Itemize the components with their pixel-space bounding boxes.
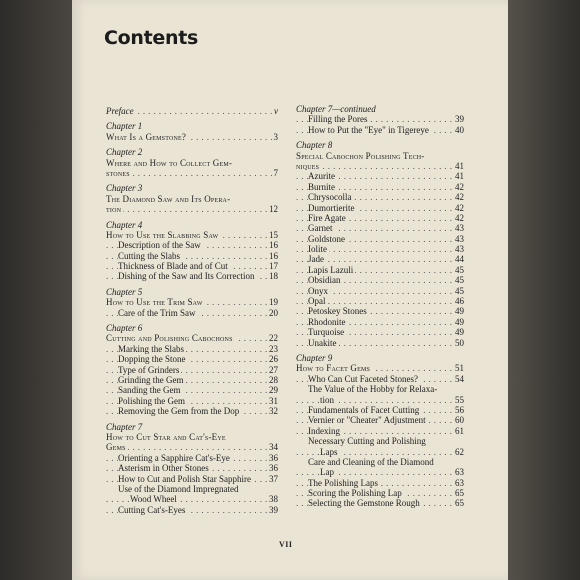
toc-entry-title: . . . Asterism in Other Stones (118, 463, 209, 474)
toc-entry (296, 254, 464, 264)
toc-entry-page: 22 (269, 333, 278, 344)
toc-entry (296, 405, 464, 415)
toc-entry-title: . . . Unakite (308, 337, 337, 348)
toc-entry-page: 34 (269, 442, 278, 453)
toc-entry-title: Chapter 9 (296, 352, 333, 363)
toc-entry-page: 17 (269, 261, 278, 272)
toc-entry (106, 230, 278, 240)
toc-entry-page: 27 (269, 364, 278, 375)
toc-entry (106, 453, 278, 463)
toc-entry-title: . . . What Is a Gemstone? (106, 131, 187, 142)
toc-entry-page: 43 (455, 244, 464, 255)
toc-entry-title: . . . Wood Wheel (130, 494, 177, 505)
toc-entry (296, 151, 464, 161)
toc-entry-page: 63 (455, 477, 464, 488)
toc-entry-title: Where and How to Collect Gem- (106, 157, 233, 168)
toc-entry-title: The Diamond Saw and Its Opera- (106, 193, 231, 204)
toc-entry (106, 484, 278, 494)
toc-entry (296, 306, 464, 316)
toc-entry-title: . . . Azurite (308, 171, 335, 182)
toc-entry (296, 478, 464, 488)
toc-entry-page: 65 (455, 488, 464, 499)
toc-entry (106, 375, 278, 385)
toc-entry-page: 49 (455, 327, 464, 338)
toc-entry (296, 114, 464, 124)
toc-entry-page: v (274, 106, 278, 116)
toc-entry-page: 44 (455, 254, 464, 265)
toc-entry-page: 65 (455, 498, 464, 509)
toc-entry-title: How to Cut Star and Cat's-Eye (106, 431, 226, 442)
toc-entry-title: . . . Dopping the Stone (118, 354, 186, 365)
toc-entry-page: 39 (455, 114, 464, 125)
toc-entry-title: . . . Obsidian (308, 275, 341, 286)
toc-entry-title: . . . The Polishing Laps (308, 477, 378, 488)
toc-entry-title: . . . Dishing of the Saw and Its Correction (118, 271, 255, 282)
toc-entry-title: . . . Care of the Trim Saw (118, 307, 196, 318)
toc-entry-title: . . . Filling the Pores (308, 114, 368, 125)
toc-entry-title: Use of the Diamond Impregnated (118, 483, 239, 494)
toc-entry (106, 323, 278, 333)
toc-entry-page: 39 (269, 504, 278, 515)
toc-entry-title: Chapter 7 (106, 421, 143, 432)
toc-entry-title: Chapter 5 (106, 286, 143, 297)
toc-entry-title: Chapter 8 (296, 140, 333, 151)
toc-entry (296, 296, 464, 306)
toc-entry-page: 36 (269, 463, 278, 474)
toc-entry-page: 42 (455, 192, 464, 203)
toc-entry (106, 261, 278, 271)
toc-entry (106, 354, 278, 364)
book-edge-left (0, 0, 72, 580)
toc-entry-title: . . . Preface (106, 106, 134, 116)
toc-entry-title: . . . Fundamentals of Facet Cutting (308, 404, 420, 415)
toc-entry (296, 395, 464, 405)
toc-entry (296, 171, 464, 181)
toc-entry (106, 168, 278, 178)
toc-entry-title: . . . Cutting and Polishing Cabochons (106, 333, 233, 344)
toc-entry-page: 45 (455, 275, 464, 286)
toc-entry-title: . . . Gems (106, 442, 126, 453)
toc-entry (296, 317, 464, 327)
toc-entry-title: Chapter 2 (106, 147, 143, 158)
toc-entry-title: Special Cabochon Polishing Tech- (296, 150, 425, 161)
toc-entry-page: 3 (273, 131, 278, 142)
toc-entry-page: 15 (269, 229, 278, 240)
toc-entry (106, 204, 278, 214)
toc-entry (296, 327, 464, 337)
toc-entry (296, 140, 464, 150)
toc-entry-title: . . . Orienting a Sapphire Cat's-Eye (118, 452, 230, 463)
toc-entry-page: 42 (455, 181, 464, 192)
toc-entry (296, 374, 464, 384)
toc-entry-title: . . . Vernier or "Cheater" Adjustment (308, 415, 426, 426)
toc-entry-page: 60 (455, 415, 464, 426)
toc-entry (296, 384, 464, 394)
toc-entry (296, 426, 464, 436)
toc-entry-title: . . . Type of Grinders (118, 364, 180, 375)
toc-entry-title: The Value of the Hobby for Relaxa- (308, 384, 438, 395)
toc-entry (296, 223, 464, 233)
toc-entry-title: . . . Selecting the Gemstone Rough (308, 498, 420, 509)
toc-entry-page: 40 (455, 124, 464, 135)
book-edge-right (508, 0, 580, 580)
toc-entry (296, 457, 464, 467)
toc-entry-page: 43 (455, 233, 464, 244)
toc-entry-title: . . . Scoring the Polishing Lap (308, 488, 402, 499)
toc-entry-page: 49 (455, 316, 464, 327)
toc-entry-title: . . . Burnite (308, 181, 335, 192)
toc-entry (106, 432, 278, 442)
toc-entry-title: . . . Thickness of Blade and of Cut (118, 261, 228, 272)
toc-entry-page: 23 (269, 343, 278, 354)
toc-entry (106, 385, 278, 395)
toc-entry (296, 203, 464, 213)
toc-entry-title: Chapter 3 (106, 183, 143, 194)
toc-entry-page: 43 (455, 223, 464, 234)
toc-entry-page: 45 (455, 264, 464, 275)
toc-entry-page: 50 (455, 337, 464, 348)
toc-entry-title: . . . How to Cut and Polish Star Sapphire (118, 473, 251, 484)
toc-entry (296, 213, 464, 223)
toc-entry-title: . . . How to Use the Slabbing Saw (106, 229, 219, 240)
toc-entry-title: . . . Petoskey Stones (308, 306, 367, 317)
toc-entry-title: . . . Sanding the Gem (118, 385, 181, 396)
toc-entry-page: 28 (269, 374, 278, 385)
toc-entry-page: 51 (455, 363, 464, 374)
toc-entry-title: . . . How to Facet Gems (296, 363, 371, 374)
toc-entry-page: 12 (269, 204, 278, 215)
toc-entry-page: 31 (269, 395, 278, 406)
toc-entry-title: . . . Turquoise (308, 327, 345, 338)
toc-entry (296, 192, 464, 202)
toc-entry-title: . . . Cutting the Slabs (118, 250, 181, 261)
toc-entry (296, 488, 464, 498)
toc-entry-title: Chapter 1 (106, 121, 143, 132)
toc-entry-page: 61 (455, 425, 464, 436)
toc-entry (106, 308, 278, 318)
toc-entry-page: 45 (455, 285, 464, 296)
toc-entry (106, 271, 278, 281)
toc-entry-page: 42 (455, 212, 464, 223)
toc-entry-title: . . . Lap (320, 467, 334, 478)
toc-entry (106, 194, 278, 204)
toc-entry-title: . . . tion (320, 394, 335, 405)
toc-entry-title: . . . Fire Agate (308, 212, 346, 223)
toc-entry-title: Care and Cleaning of the Diamond (308, 456, 434, 467)
toc-entry-title: . . . tion (106, 204, 122, 215)
toc-entry-title: . . . stones (106, 167, 130, 178)
toc-entry (106, 333, 278, 343)
toc-entry (296, 265, 464, 275)
toc-entry (296, 338, 464, 348)
toc-entry-title: . . . Polishing the Gem (118, 395, 185, 406)
toc-entry (106, 505, 278, 515)
toc-entry-title: Chapter 7—continued (296, 104, 376, 114)
toc-entry-title: . . . Grinding the Gem (118, 374, 184, 385)
toc-entry (296, 353, 464, 363)
toc-entry (106, 365, 278, 375)
toc-entry-title: . . . Garnet (308, 223, 333, 234)
toc-entry-title: . . . Lapis Lazuli (308, 264, 354, 275)
toc-entry (106, 240, 278, 250)
toc-entry (106, 287, 278, 297)
toc-entry-title: . . . How to Put the "Eye" in Tigereye (308, 124, 429, 135)
toc-entry (106, 158, 278, 168)
toc-entry-title: . . . niques (296, 160, 320, 171)
toc-right-column (296, 104, 464, 509)
toc-entry-page: 41 (455, 160, 464, 171)
toc-entry (296, 363, 464, 373)
toc-entry-page: 19 (269, 297, 278, 308)
toc-entry-page: 16 (269, 240, 278, 251)
toc-entry-title: . . . Rhodonite (308, 316, 346, 327)
toc-entry-title: Necessary Cutting and Polishing (308, 436, 426, 447)
toc-entry (296, 125, 464, 135)
toc-entry-page: 54 (455, 373, 464, 384)
toc-entry (106, 147, 278, 157)
toc-entry-page: 26 (269, 354, 278, 365)
toc-entry-title: . . . Laps (320, 446, 338, 457)
toc-entry (296, 447, 464, 457)
toc-entry (106, 422, 278, 432)
toc-entry-title: . . . Opal (308, 296, 326, 307)
toc-entry (296, 182, 464, 192)
toc-entry-page: 46 (455, 296, 464, 307)
toc-entry-page: 32 (269, 406, 278, 417)
toc-entry-page: 37 (269, 473, 278, 484)
toc-entry (296, 104, 464, 114)
toc-entry (296, 498, 464, 508)
toc-entry-page: 63 (455, 467, 464, 478)
toc-entry-page: 36 (269, 452, 278, 463)
toc-entry (296, 244, 464, 254)
toc-entry (106, 132, 278, 142)
toc-entry-title: . . . Marking the Slabs (118, 343, 184, 354)
toc-entry-page: 29 (269, 385, 278, 396)
toc-entry-page: 41 (455, 171, 464, 182)
toc-entry-page: 56 (455, 404, 464, 415)
toc-entry-title: . . . Description of the Saw (118, 240, 201, 251)
toc-entry-page: 38 (269, 494, 278, 505)
toc-left-column (106, 106, 278, 515)
toc-entry-page: 20 (269, 307, 278, 318)
toc-entry (106, 463, 278, 473)
toc-entry (106, 220, 278, 230)
toc-entry-title: . . . Dumortierite (308, 202, 355, 213)
toc-entry-page: 55 (455, 394, 464, 405)
toc-entry (106, 396, 278, 406)
toc-entry (106, 344, 278, 354)
toc-entry (106, 106, 278, 116)
toc-entry-page: 16 (269, 250, 278, 261)
toc-entry-title: . . . Goldstone (308, 233, 345, 244)
page-title: Contents (104, 27, 199, 49)
toc-entry-title: . . . Indexing (308, 425, 340, 436)
toc-entry-title: . . . Iolite (308, 244, 327, 255)
toc-entry (296, 275, 464, 285)
toc-entry-page: 7 (273, 167, 278, 178)
toc-entry (296, 415, 464, 425)
toc-entry-page: 49 (455, 306, 464, 317)
toc-entry-title: . . . Onyx (308, 285, 328, 296)
toc-entry (106, 183, 278, 193)
toc-entry-title: . . . Jade (308, 254, 324, 265)
toc-entry (296, 234, 464, 244)
toc-entry (296, 436, 464, 446)
toc-entry (106, 251, 278, 261)
toc-entry (106, 121, 278, 131)
page-number: VII (279, 540, 293, 549)
toc-entry (106, 474, 278, 484)
toc-entry (296, 161, 464, 171)
toc-entry (106, 442, 278, 452)
toc-entry (296, 286, 464, 296)
toc-entry (106, 297, 278, 307)
toc-entry-page: 42 (455, 202, 464, 213)
toc-entry-title: Chapter 4 (106, 219, 143, 230)
toc-entry-title: . . . Cutting Cat's-Eyes (118, 504, 186, 515)
toc-entry (296, 467, 464, 477)
toc-entry-title: . . . Who Can Cut Faceted Stones? (308, 373, 418, 384)
toc-entry (106, 494, 278, 504)
toc-entry-title: . . . Removing the Gem from the Dop (118, 406, 240, 417)
toc-entry (106, 406, 278, 416)
toc-entry-page: 62 (455, 446, 464, 457)
toc-entry-title: . . . Chrysocolla (308, 192, 352, 203)
toc-entry-page: 18 (269, 271, 278, 282)
toc-entry-title: Chapter 6 (106, 323, 143, 334)
toc-entry-title: . . . How to Use the Trim Saw (106, 297, 203, 308)
